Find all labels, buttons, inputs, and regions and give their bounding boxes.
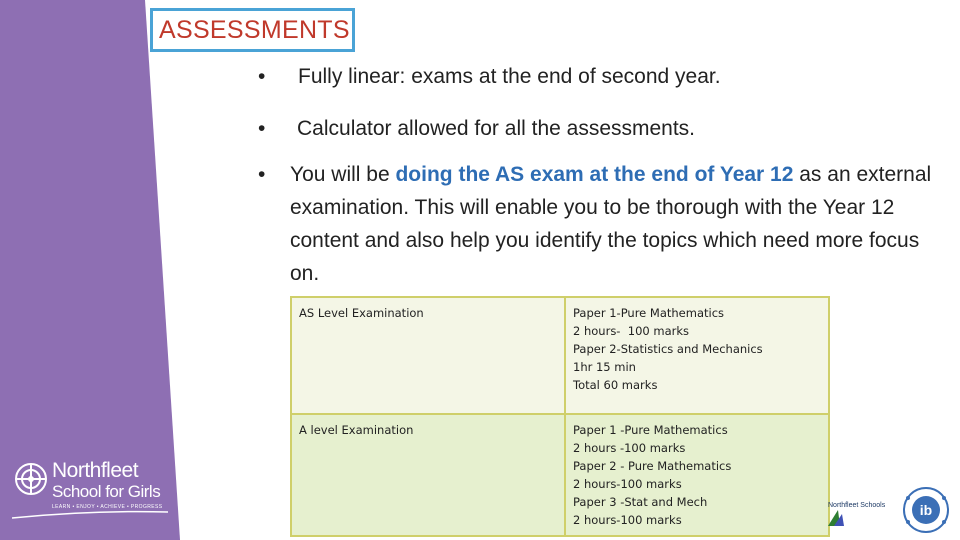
school-emblem-icon bbox=[14, 462, 48, 502]
bullet-text-3-pre: You will be bbox=[290, 163, 396, 186]
exam-detail-line: Paper 2 - Pure Mathematics bbox=[573, 459, 732, 473]
exam-detail-line: Total 60 marks bbox=[573, 378, 658, 392]
swoosh-line bbox=[12, 508, 172, 520]
exam-level-label: AS Level Examination bbox=[291, 297, 565, 414]
partner-logo-text: Northfleet Schools bbox=[828, 502, 886, 509]
exam-detail-line: 2 hours-100 marks bbox=[573, 477, 682, 491]
page-title: ASSESSMENTS bbox=[150, 8, 355, 52]
exam-detail-line: 2 hours-100 marks bbox=[573, 513, 682, 527]
exam-detail-line: Paper 3 -Stat and Mech bbox=[573, 495, 708, 509]
table-row bbox=[291, 414, 829, 536]
exam-table bbox=[290, 296, 830, 537]
bullet-text-1: Fully linear: exams at the end of second year. bbox=[298, 65, 721, 88]
exam-level-label: A level Examination bbox=[291, 414, 565, 536]
exam-detail-line: 2 hours -100 marks bbox=[573, 441, 686, 455]
exam-detail-line: Paper 1 -Pure Mathematics bbox=[573, 423, 728, 437]
svg-text:ib: ib bbox=[919, 502, 933, 518]
exam-detail-line: 2 hours- 100 marks bbox=[573, 324, 689, 338]
ib-logo-icon bbox=[900, 484, 952, 536]
exam-detail-line: Paper 1-Pure Mathematics bbox=[573, 306, 725, 320]
school-name-line1: Northfleet bbox=[52, 459, 139, 482]
bullet-text-3-post: as an external examination. This will enable you to be thorough with the Year 12 content and also help you identify the topics which need more focus on. bbox=[290, 163, 932, 285]
exam-detail-line: Paper 2-Statistics and Mechanics bbox=[573, 342, 763, 356]
exam-details bbox=[565, 297, 829, 414]
exam-detail-line: 1hr 15 min bbox=[573, 360, 636, 374]
school-tagline: LEARN • ENJOY • ACHIEVE • PROGRESS bbox=[52, 504, 163, 510]
school-logo bbox=[12, 460, 172, 520]
bullet-symbol: • bbox=[258, 65, 266, 88]
table-row bbox=[291, 297, 829, 414]
exam-details bbox=[565, 414, 829, 536]
bullet-symbol: • bbox=[258, 117, 266, 140]
bullet-text-3 bbox=[290, 158, 940, 290]
partner-logo bbox=[826, 498, 886, 528]
bullet-symbol: • bbox=[258, 163, 266, 186]
school-name-line2: School for Girls bbox=[52, 482, 161, 501]
bullet-text-3-highlight: doing the AS exam at the end of Year 12 bbox=[395, 163, 794, 186]
bullet-text-2: Calculator allowed for all the assessments. bbox=[297, 117, 696, 140]
